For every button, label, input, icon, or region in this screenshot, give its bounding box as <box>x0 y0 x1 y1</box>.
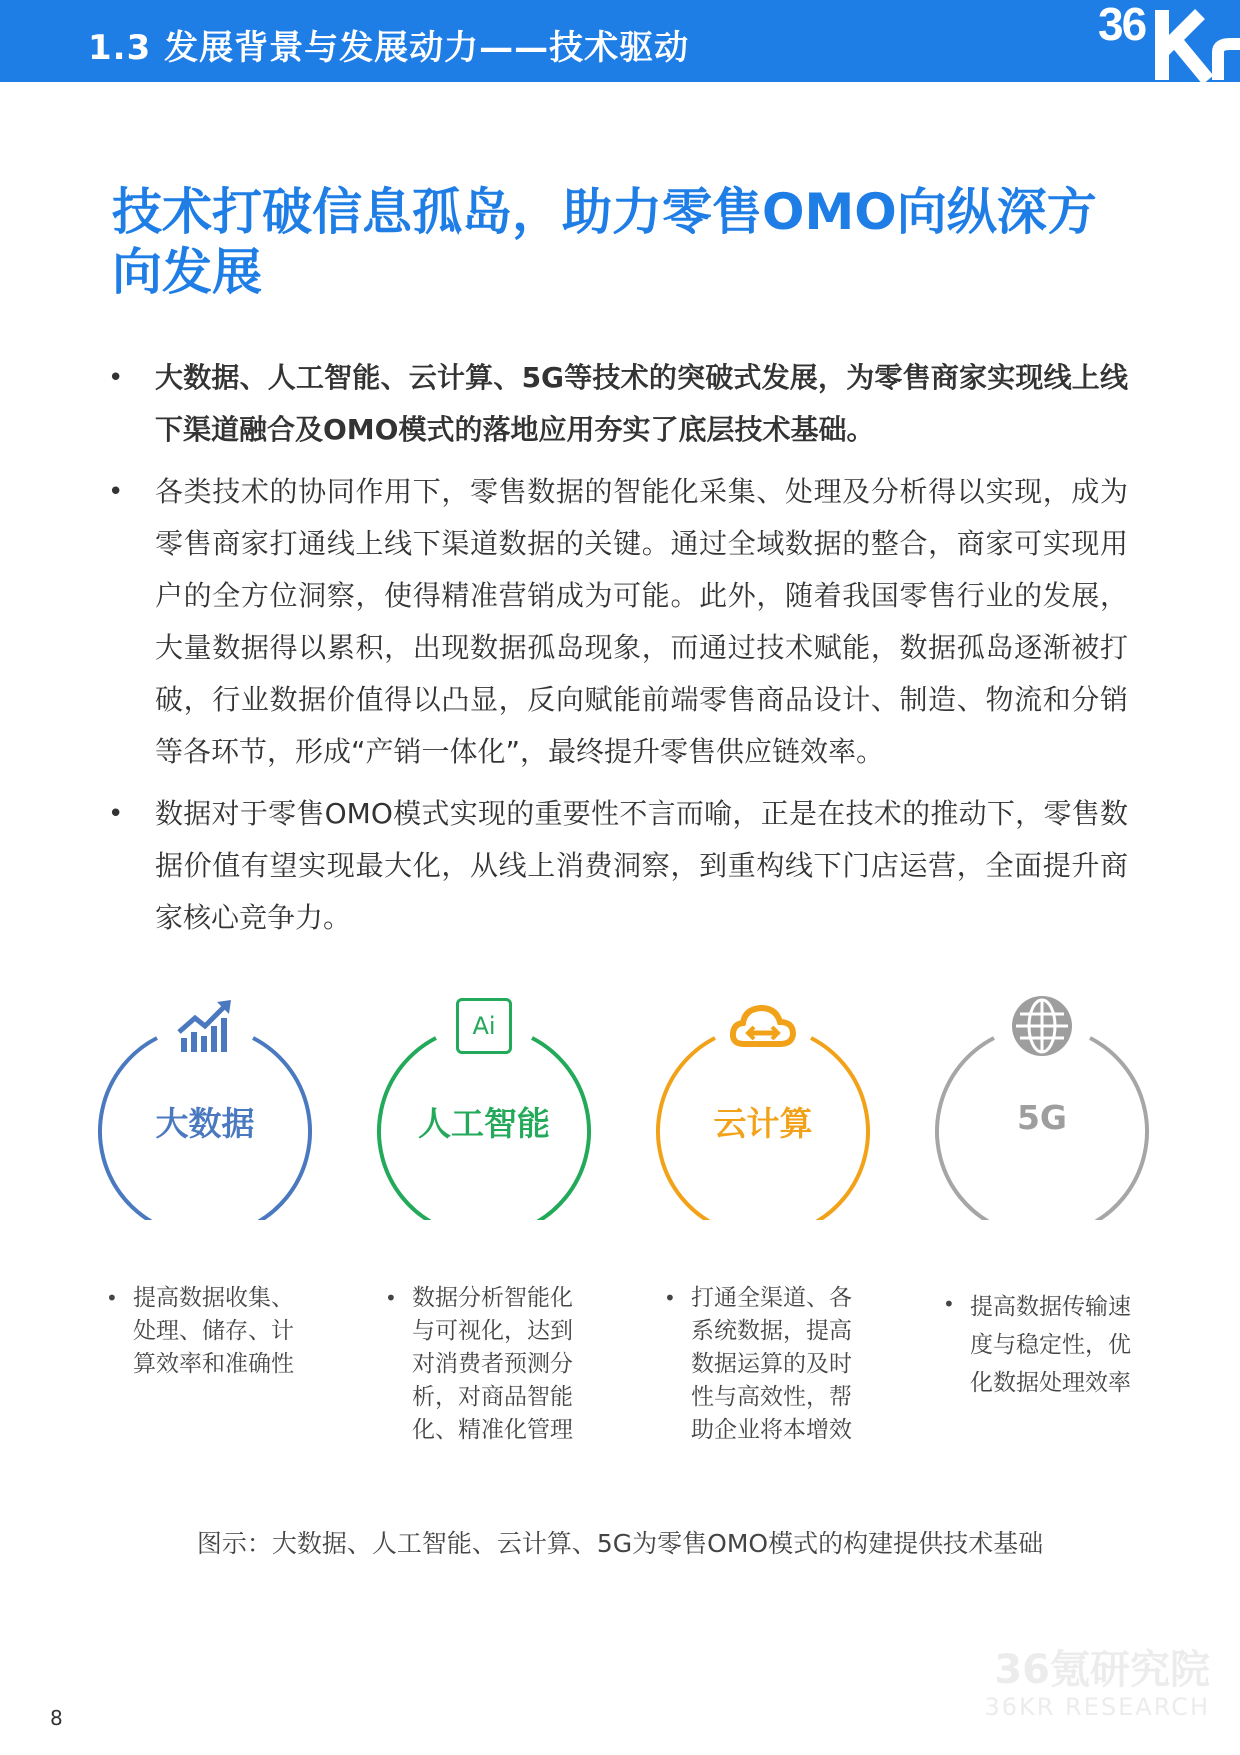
bullet-dot: • <box>108 477 124 507</box>
tech-label: 大数据 <box>155 1104 255 1143</box>
description-text: 提高数据传输速度与稳定性，优化数据处理效率 <box>970 1294 1131 1396</box>
page-number: 8 <box>50 1706 63 1730</box>
bullet-dot: • <box>943 1292 955 1316</box>
brand-en: 36KR RESEARCH <box>984 1693 1210 1721</box>
tech-label: 云计算 <box>713 1104 813 1143</box>
bullet-item <box>108 352 1128 456</box>
bullet-list <box>108 352 1128 954</box>
tech-description <box>106 1282 316 1381</box>
bullet-dot: • <box>385 1286 397 1310</box>
tech-label: 5G <box>1016 1098 1068 1137</box>
bullet-dot: • <box>106 1286 118 1310</box>
description-text: 提高数据收集、处理、储存、计算效率和准确性 <box>133 1285 294 1377</box>
bullet-dot: • <box>664 1286 676 1310</box>
tech-description <box>664 1282 874 1447</box>
cloud-icon <box>730 1002 796 1052</box>
footer-watermark <box>984 1648 1210 1722</box>
bullet-item <box>108 466 1128 778</box>
description-text: 数据分析智能化与可视化，达到对消费者预测分析，对商品智能化、精准化管理 <box>412 1285 573 1443</box>
brand-cn: 36氪研究院 <box>994 1647 1210 1693</box>
tech-ai <box>374 990 594 1220</box>
svg-text:36: 36 <box>1098 0 1146 50</box>
technology-diagram <box>0 990 1240 1240</box>
figure-caption: 图示：大数据、人工智能、云计算、5G为零售OMO模式的构建提供技术基础 <box>196 1529 1044 1558</box>
tech-big-data <box>95 990 315 1220</box>
globe-icon <box>1010 994 1074 1058</box>
bullet-dot: • <box>108 363 124 393</box>
bullet-text: 数据对于零售OMO模式实现的重要性不言而喻，正是在技术的推动下，零售数据价值有望实现最大化，从线上消费洞察，到重构线下门店运营，全面提升商家核心竞争力。 <box>155 797 1128 934</box>
page-title: 技术打破信息孤岛，助力零售OMO向纵深方向发展 <box>112 183 1097 301</box>
bullet-item <box>108 788 1128 944</box>
tech-description <box>385 1282 595 1447</box>
tech-cloud <box>653 990 873 1220</box>
36kr-logo <box>1080 0 1240 82</box>
bullet-dot: • <box>108 799 124 829</box>
chart-growth-icon <box>177 998 237 1054</box>
tech-label: 人工智能 <box>418 1104 550 1143</box>
ai-chip-icon: Ai <box>456 998 512 1054</box>
bullet-text: 各类技术的协同作用下，零售数据的智能化采集、处理及分析得以实现，成为零售商家打通线上线下渠道数据的关键。通过全域数据的整合，商家可实现用户的全方位洞察，使得精准营销成为可能。此外，随着我国零售行业的发展，大量数据得以累积，出现数据孤岛现象，而通过技术赋能，数据孤岛逐渐被打破，行业数据价值得以凸显，反向赋能前端零售商品设计、制造、物流和分销等各环节，形成“产销一体化”，最终提升零售供应链效率。 <box>155 475 1128 768</box>
description-text: 打通全渠道、各系统数据，提高数据运算的及时性与高效性，帮助企业将本增效 <box>691 1285 852 1443</box>
tech-description <box>943 1288 1153 1402</box>
bullet-text: 大数据、人工智能、云计算、5G等技术的突破式发展，为零售商家实现线上线下渠道融合及OMO模式的落地应用夯实了底层技术基础。 <box>155 361 1128 446</box>
section-title: 1.3 发展背景与发展动力——技术驱动 <box>88 28 690 68</box>
header-bar <box>0 0 1240 82</box>
tech-5g <box>932 990 1152 1220</box>
